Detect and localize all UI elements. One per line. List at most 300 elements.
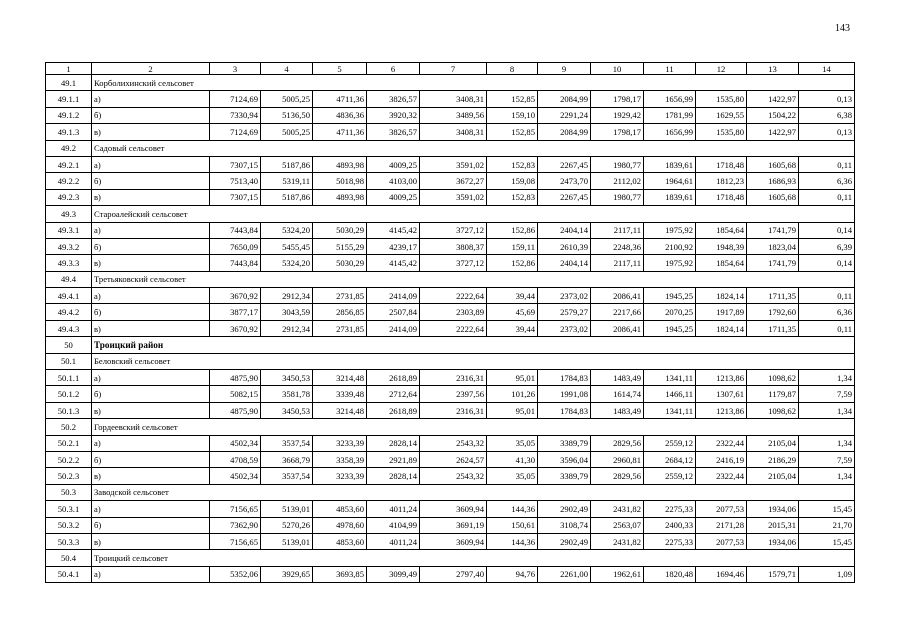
column-header: 2	[92, 63, 210, 75]
value-cell: 2559,12	[644, 435, 696, 451]
value-cell: 1579,71	[747, 566, 799, 582]
value-cell: 3389,79	[538, 468, 591, 484]
value-cell: 2902,49	[538, 501, 591, 517]
value-cell: 159,08	[487, 173, 538, 189]
value-cell: 7443,84	[210, 255, 261, 271]
value-cell: 1820,48	[644, 566, 696, 582]
value-cell: 2077,53	[696, 533, 747, 549]
value-cell: 1917,89	[696, 304, 747, 320]
district-row	[46, 337, 855, 353]
value-cell: 5082,15	[210, 386, 261, 402]
value-cell: 2684,12	[644, 451, 696, 467]
value-cell: 7443,84	[210, 222, 261, 238]
row-code: 49.3.1	[46, 222, 92, 238]
value-cell: 1535,80	[696, 91, 747, 107]
column-header: 3	[210, 63, 261, 75]
column-header: 10	[591, 63, 644, 75]
value-cell: 2117,11	[591, 255, 644, 271]
row-label: а)	[92, 435, 210, 451]
row-label: а)	[92, 566, 210, 582]
value-cell: 5270,26	[261, 517, 313, 533]
value-cell: 2414,09	[367, 288, 420, 304]
value-cell: 2797,40	[420, 566, 487, 582]
value-cell: 0,14	[799, 222, 855, 238]
value-cell: 35,05	[487, 435, 538, 451]
row-code: 50.1.1	[46, 370, 92, 386]
table-row	[46, 189, 855, 205]
section-row	[46, 484, 855, 500]
value-cell: 2431,82	[591, 533, 644, 549]
value-cell: 1812,23	[696, 173, 747, 189]
value-cell: 1991,08	[538, 386, 591, 402]
value-cell: 5136,50	[261, 107, 313, 123]
value-cell: 1422,97	[747, 91, 799, 107]
value-cell: 4009,25	[367, 156, 420, 172]
value-cell: 2100,92	[644, 238, 696, 254]
table-row	[46, 173, 855, 189]
value-cell: 7330,94	[210, 107, 261, 123]
value-cell: 3609,94	[420, 533, 487, 549]
value-cell: 1741,79	[747, 222, 799, 238]
value-cell: 3408,31	[420, 91, 487, 107]
value-cell: 2416,19	[696, 451, 747, 467]
value-cell: 3877,17	[210, 304, 261, 320]
value-cell: 4893,98	[313, 189, 367, 205]
value-cell: 5187,86	[261, 189, 313, 205]
row-label: в)	[92, 255, 210, 271]
value-cell: 3727,12	[420, 222, 487, 238]
value-cell: 3108,74	[538, 517, 591, 533]
value-cell: 3408,31	[420, 124, 487, 140]
row-label: в)	[92, 402, 210, 418]
value-cell: 39,44	[487, 320, 538, 336]
tariff-table	[45, 62, 855, 583]
value-cell: 1929,42	[591, 107, 644, 123]
value-cell: 1975,92	[644, 255, 696, 271]
table-row	[46, 566, 855, 582]
value-cell: 1823,04	[747, 238, 799, 254]
section-title: Заводской сельсовет	[92, 484, 855, 500]
value-cell: 3826,57	[367, 91, 420, 107]
value-cell: 2077,53	[696, 501, 747, 517]
row-label: а)	[92, 501, 210, 517]
row-code: 49.3.2	[46, 238, 92, 254]
table-row	[46, 304, 855, 320]
value-cell: 3693,85	[313, 566, 367, 582]
value-cell: 6,38	[799, 107, 855, 123]
value-cell: 0,11	[799, 189, 855, 205]
value-cell: 3233,39	[313, 435, 367, 451]
value-cell: 5187,86	[261, 156, 313, 172]
value-cell: 0,11	[799, 288, 855, 304]
value-cell: 1824,14	[696, 320, 747, 336]
value-cell: 4708,59	[210, 451, 261, 467]
value-cell: 6,36	[799, 304, 855, 320]
value-cell: 1934,06	[747, 501, 799, 517]
value-cell: 1656,99	[644, 91, 696, 107]
value-cell: 1964,61	[644, 173, 696, 189]
value-cell: 144,36	[487, 501, 538, 517]
table-row	[46, 370, 855, 386]
value-cell: 3609,94	[420, 501, 487, 517]
row-code: 49.2.1	[46, 156, 92, 172]
value-cell: 3214,48	[313, 402, 367, 418]
row-label: б)	[92, 517, 210, 533]
row-label: в)	[92, 320, 210, 336]
value-cell: 1781,99	[644, 107, 696, 123]
value-cell: 94,76	[487, 566, 538, 582]
value-cell: 4009,25	[367, 189, 420, 205]
row-label: а)	[92, 156, 210, 172]
row-code: 49.4.1	[46, 288, 92, 304]
value-cell: 2473,70	[538, 173, 591, 189]
value-cell: 2322,44	[696, 468, 747, 484]
value-cell: 7513,40	[210, 173, 261, 189]
value-cell: 1483,49	[591, 402, 644, 418]
value-cell: 152,86	[487, 255, 538, 271]
value-cell: 1839,61	[644, 156, 696, 172]
value-cell: 2829,56	[591, 468, 644, 484]
row-label: б)	[92, 386, 210, 402]
value-cell: 2960,81	[591, 451, 644, 467]
row-code: 49.1.2	[46, 107, 92, 123]
value-cell: 1718,48	[696, 189, 747, 205]
row-code: 49.3.3	[46, 255, 92, 271]
row-code: 50	[46, 337, 92, 353]
district-title: Троицкий район	[92, 337, 855, 353]
value-cell: 2624,57	[420, 451, 487, 467]
row-code: 49.2.2	[46, 173, 92, 189]
value-cell: 2261,00	[538, 566, 591, 582]
value-cell: 5319,11	[261, 173, 313, 189]
value-cell: 2303,89	[420, 304, 487, 320]
value-cell: 2397,56	[420, 386, 487, 402]
row-label: б)	[92, 238, 210, 254]
value-cell: 1839,61	[644, 189, 696, 205]
section-title: Староалейский сельсовет	[92, 206, 855, 222]
table-row	[46, 402, 855, 418]
value-cell: 4875,90	[210, 370, 261, 386]
value-cell: 2105,04	[747, 435, 799, 451]
value-cell: 2217,66	[591, 304, 644, 320]
value-cell: 2248,36	[591, 238, 644, 254]
value-cell: 7124,69	[210, 124, 261, 140]
value-cell: 3591,02	[420, 156, 487, 172]
row-label: а)	[92, 222, 210, 238]
value-cell: 15,45	[799, 501, 855, 517]
value-cell: 2856,85	[313, 304, 367, 320]
row-code: 50.2.1	[46, 435, 92, 451]
row-code: 50.4.1	[46, 566, 92, 582]
value-cell: 1824,14	[696, 288, 747, 304]
row-label: в)	[92, 533, 210, 549]
row-label: б)	[92, 451, 210, 467]
value-cell: 5324,20	[261, 222, 313, 238]
column-header: 5	[313, 63, 367, 75]
row-code: 49.1	[46, 75, 92, 91]
column-header: 6	[367, 63, 420, 75]
value-cell: 2322,44	[696, 435, 747, 451]
value-cell: 2086,41	[591, 288, 644, 304]
row-code: 49.2.3	[46, 189, 92, 205]
value-cell: 1980,77	[591, 156, 644, 172]
value-cell: 2015,31	[747, 517, 799, 533]
value-cell: 5005,25	[261, 124, 313, 140]
value-cell: 1,34	[799, 402, 855, 418]
value-cell: 1213,86	[696, 370, 747, 386]
value-cell: 5455,45	[261, 238, 313, 254]
value-cell: 2404,14	[538, 222, 591, 238]
value-cell: 4502,34	[210, 468, 261, 484]
value-cell: 4836,36	[313, 107, 367, 123]
value-cell: 1629,55	[696, 107, 747, 123]
row-code: 49.2	[46, 140, 92, 156]
value-cell: 1098,62	[747, 402, 799, 418]
value-cell: 0,13	[799, 91, 855, 107]
value-cell: 1341,11	[644, 402, 696, 418]
section-title: Садовый сельсовет	[92, 140, 855, 156]
row-label: б)	[92, 107, 210, 123]
value-cell: 2902,49	[538, 533, 591, 549]
section-title: Беловский сельсовет	[92, 353, 855, 369]
value-cell: 0,13	[799, 124, 855, 140]
value-cell: 5030,29	[313, 222, 367, 238]
value-cell: 2431,82	[591, 501, 644, 517]
value-cell: 2404,14	[538, 255, 591, 271]
value-cell: 1098,62	[747, 370, 799, 386]
value-cell: 4104,99	[367, 517, 420, 533]
value-cell: 152,85	[487, 91, 538, 107]
value-cell: 1,09	[799, 566, 855, 582]
table-row	[46, 124, 855, 140]
value-cell: 3389,79	[538, 435, 591, 451]
value-cell: 2563,07	[591, 517, 644, 533]
value-cell: 2373,02	[538, 320, 591, 336]
value-cell: 1711,35	[747, 320, 799, 336]
value-cell: 3591,02	[420, 189, 487, 205]
value-cell: 95,01	[487, 402, 538, 418]
value-cell: 1854,64	[696, 255, 747, 271]
value-cell: 2070,25	[644, 304, 696, 320]
value-cell: 1945,25	[644, 320, 696, 336]
table-row	[46, 501, 855, 517]
table-row	[46, 222, 855, 238]
row-label: б)	[92, 304, 210, 320]
value-cell: 6,39	[799, 238, 855, 254]
value-cell: 2267,45	[538, 189, 591, 205]
value-cell: 4711,36	[313, 124, 367, 140]
value-cell: 4853,60	[313, 533, 367, 549]
value-cell: 3929,65	[261, 566, 313, 582]
value-cell: 2618,89	[367, 370, 420, 386]
value-cell: 1854,64	[696, 222, 747, 238]
value-cell: 5030,29	[313, 255, 367, 271]
row-code: 49.4.3	[46, 320, 92, 336]
value-cell: 2275,33	[644, 533, 696, 549]
row-label: б)	[92, 173, 210, 189]
value-cell: 159,10	[487, 107, 538, 123]
row-code: 50.1.3	[46, 402, 92, 418]
value-cell: 3489,56	[420, 107, 487, 123]
value-cell: 3581,78	[261, 386, 313, 402]
value-cell: 7156,65	[210, 533, 261, 549]
value-cell: 1605,68	[747, 189, 799, 205]
page-number: 143	[835, 23, 850, 34]
value-cell: 150,61	[487, 517, 538, 533]
value-cell: 7650,09	[210, 238, 261, 254]
value-cell: 1,34	[799, 370, 855, 386]
value-cell: 152,83	[487, 156, 538, 172]
value-cell: 2084,99	[538, 124, 591, 140]
value-cell: 1466,11	[644, 386, 696, 402]
value-cell: 3672,27	[420, 173, 487, 189]
value-cell: 1,34	[799, 468, 855, 484]
value-cell: 1656,99	[644, 124, 696, 140]
table-row	[46, 238, 855, 254]
value-cell: 2084,99	[538, 91, 591, 107]
table-row	[46, 386, 855, 402]
row-code: 49.4.2	[46, 304, 92, 320]
value-cell: 1798,17	[591, 91, 644, 107]
value-cell: 4502,34	[210, 435, 261, 451]
row-label: в)	[92, 124, 210, 140]
value-cell: 4145,42	[367, 255, 420, 271]
value-cell: 2731,85	[313, 320, 367, 336]
column-header: 1	[46, 63, 92, 75]
value-cell: 1,34	[799, 435, 855, 451]
value-cell: 1934,06	[747, 533, 799, 549]
row-label: в)	[92, 189, 210, 205]
column-header: 11	[644, 63, 696, 75]
row-code: 50.4	[46, 550, 92, 566]
value-cell: 45,69	[487, 304, 538, 320]
value-cell: 2507,84	[367, 304, 420, 320]
table-row	[46, 435, 855, 451]
row-code: 50.3	[46, 484, 92, 500]
value-cell: 2316,31	[420, 402, 487, 418]
value-cell: 1307,61	[696, 386, 747, 402]
table-row	[46, 255, 855, 271]
value-cell: 152,86	[487, 222, 538, 238]
row-code: 50.2.2	[46, 451, 92, 467]
value-cell: 1504,22	[747, 107, 799, 123]
value-cell: 4978,60	[313, 517, 367, 533]
value-cell: 152,83	[487, 189, 538, 205]
value-cell: 152,85	[487, 124, 538, 140]
row-code: 50.2	[46, 419, 92, 435]
column-header: 8	[487, 63, 538, 75]
value-cell: 3808,37	[420, 238, 487, 254]
value-cell: 1798,17	[591, 124, 644, 140]
value-cell: 4103,00	[367, 173, 420, 189]
row-code: 50.3.2	[46, 517, 92, 533]
table-row	[46, 468, 855, 484]
value-cell: 1741,79	[747, 255, 799, 271]
table-row	[46, 156, 855, 172]
value-cell: 3826,57	[367, 124, 420, 140]
value-cell: 5352,06	[210, 566, 261, 582]
value-cell: 1422,97	[747, 124, 799, 140]
value-cell: 3233,39	[313, 468, 367, 484]
row-code: 50.1.2	[46, 386, 92, 402]
section-row	[46, 206, 855, 222]
table-row	[46, 107, 855, 123]
value-cell: 3537,54	[261, 435, 313, 451]
value-cell: 3670,92	[210, 288, 261, 304]
table-body	[46, 63, 855, 583]
value-cell: 15,45	[799, 533, 855, 549]
value-cell: 1694,46	[696, 566, 747, 582]
section-row	[46, 353, 855, 369]
value-cell: 101,26	[487, 386, 538, 402]
value-cell: 5139,01	[261, 533, 313, 549]
value-cell: 1686,93	[747, 173, 799, 189]
value-cell: 1718,48	[696, 156, 747, 172]
row-label: а)	[92, 370, 210, 386]
value-cell: 2610,39	[538, 238, 591, 254]
value-cell: 3537,54	[261, 468, 313, 484]
value-cell: 1975,92	[644, 222, 696, 238]
table-row	[46, 517, 855, 533]
row-code: 50.3.3	[46, 533, 92, 549]
section-row	[46, 75, 855, 91]
value-cell: 2171,28	[696, 517, 747, 533]
value-cell: 4011,24	[367, 501, 420, 517]
value-cell: 35,05	[487, 468, 538, 484]
value-cell: 7156,65	[210, 501, 261, 517]
value-cell: 3214,48	[313, 370, 367, 386]
value-cell: 2543,32	[420, 468, 487, 484]
value-cell: 5005,25	[261, 91, 313, 107]
value-cell: 2618,89	[367, 402, 420, 418]
section-title: Гордеевский сельсовет	[92, 419, 855, 435]
value-cell: 1535,80	[696, 124, 747, 140]
value-cell: 3043,59	[261, 304, 313, 320]
value-cell: 7,59	[799, 451, 855, 467]
value-cell: 2267,45	[538, 156, 591, 172]
column-header: 12	[696, 63, 747, 75]
column-header: 14	[799, 63, 855, 75]
row-code: 49.4	[46, 271, 92, 287]
value-cell: 4711,36	[313, 91, 367, 107]
column-header: 9	[538, 63, 591, 75]
value-cell: 2414,09	[367, 320, 420, 336]
value-cell: 2222,64	[420, 288, 487, 304]
value-cell: 1605,68	[747, 156, 799, 172]
value-cell: 21,70	[799, 517, 855, 533]
value-cell: 2112,02	[591, 173, 644, 189]
value-cell: 7362,90	[210, 517, 261, 533]
value-cell: 2828,14	[367, 435, 420, 451]
row-code: 50.1	[46, 353, 92, 369]
value-cell: 2291,24	[538, 107, 591, 123]
row-label: а)	[92, 91, 210, 107]
section-title: Троицкий сельсовет	[92, 550, 855, 566]
value-cell: 2912,34	[261, 288, 313, 304]
value-cell: 3596,04	[538, 451, 591, 467]
value-cell: 2912,34	[261, 320, 313, 336]
value-cell: 4853,60	[313, 501, 367, 517]
value-cell: 0,11	[799, 320, 855, 336]
row-code: 49.3	[46, 206, 92, 222]
value-cell: 6,36	[799, 173, 855, 189]
value-cell: 2921,89	[367, 451, 420, 467]
value-cell: 2373,02	[538, 288, 591, 304]
value-cell: 2086,41	[591, 320, 644, 336]
value-cell: 3358,39	[313, 451, 367, 467]
value-cell: 3099,49	[367, 566, 420, 582]
value-cell: 2275,33	[644, 501, 696, 517]
